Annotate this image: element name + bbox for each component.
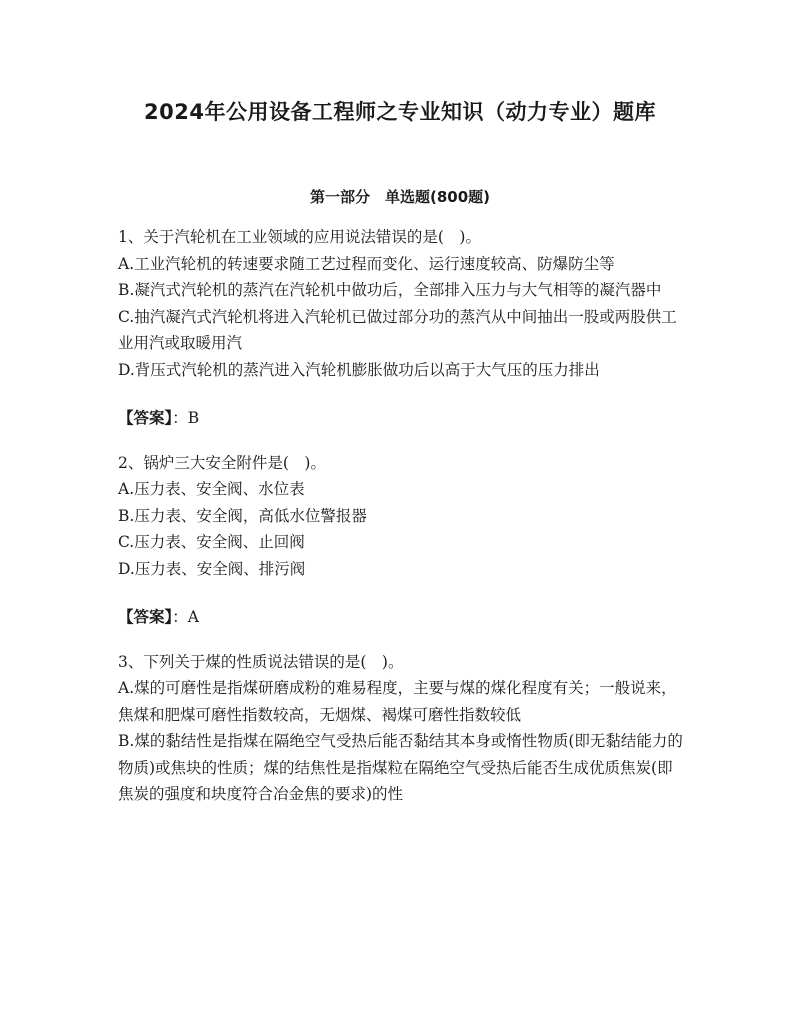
option-d: D.压力表、安全阀、排污阀 — [118, 559, 306, 578]
question-2 — [118, 450, 683, 631]
option-b: B.压力表、安全阀，高低水位警报器 — [118, 506, 367, 525]
option-a: A.煤的可磨性是指煤研磨成粉的难易程度，主要与煤的煤化程度有关；一般说来，焦煤和肥煤可磨性指数较高，无烟煤、褐煤可磨性指数较低 — [118, 679, 677, 724]
question-stem: 1、关于汽轮机在工业领域的应用说法错误的是( )。 — [118, 228, 481, 246]
option-a: A.压力表、安全阀、水位表 — [118, 480, 305, 498]
option-c: C.压力表、安全阀、止回阀 — [118, 533, 305, 551]
option-c: C.抽汽凝汽式汽轮机将进入汽轮机已做过部分功的蒸汽从中间抽出一股或两股供工业用汽或取暖用汽 — [118, 307, 677, 352]
option-d: D.背压式汽轮机的蒸汽进入汽轮机膨胀做功后以高于大气压的压力排出 — [118, 360, 600, 379]
answer-line — [118, 604, 683, 631]
question-list — [118, 224, 683, 808]
question-stem: 3、下列关于煤的性质说法错误的是( )。 — [118, 652, 404, 671]
answer-label: 【答案】 — [118, 409, 173, 427]
question-1 — [118, 224, 683, 432]
question-stem: 2、锅炉三大安全附件是( )。 — [118, 453, 326, 472]
question-3 — [118, 649, 683, 808]
answer-value: ：A — [172, 608, 199, 626]
document-title: 2024年公用设备工程师之专业知识（动力专业）题库 — [144, 100, 656, 124]
option-b: B.凝汽式汽轮机的蒸汽在汽轮机中做功后，全部排入压力与大气相等的凝汽器中 — [118, 281, 662, 299]
option-b: B.煤的黏结性是指煤在隔绝空气受热后能否黏结其本身或惰性物质(即无黏结能力的物质)或焦块的性质；煤的结焦性是指煤粒在隔绝空气受热后能否生成优质焦炭(即焦炭的强度和块度符合冶金焦的要求)的性 — [118, 732, 683, 803]
answer-label: 【答案】 — [118, 608, 173, 626]
section-title: 第一部分 单选题(800题) — [309, 188, 491, 206]
answer-value: ：B — [172, 409, 200, 427]
answer-line — [118, 405, 683, 432]
option-a: A.工业汽轮机的转速要求随工艺过程而变化、运行速度较高、防爆防尘等 — [118, 254, 615, 273]
